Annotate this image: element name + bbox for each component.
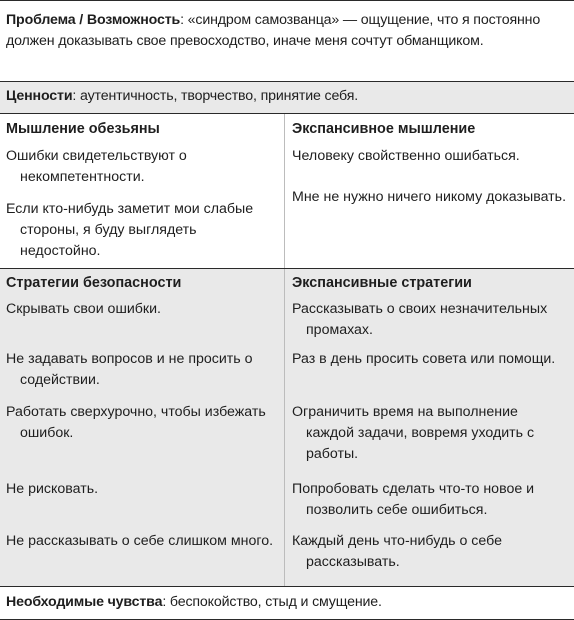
feelings-text: : беспокойство, стыд и смущение.: [162, 594, 382, 610]
problem-label: Проблема / Возможность: [6, 12, 181, 28]
feelings-label: Необходимые чувства: [6, 594, 163, 610]
expansive-mind-item: Мне не нужно ничего никому доказывать.: [292, 189, 567, 205]
safety-strategy-item: Не рисковать.: [6, 481, 99, 497]
monkey-mind-column: [0, 114, 285, 268]
feelings-section: [0, 586, 574, 620]
comparison-grid: [0, 114, 574, 586]
expansive-mind-header: Экспансивное мышление: [292, 121, 476, 137]
safety-strategy-item: Скрывать свои ошибки.: [6, 301, 161, 317]
safety-strategies-column: [0, 269, 285, 586]
safety-strategy-item: Не задавать вопросов и не просить о содействии.: [6, 351, 253, 388]
expansive-strategy-item: Попробовать сделать что-то новое и позволить себе ошибиться.: [292, 481, 535, 518]
monkey-mind-item: Если кто-нибудь заметит мои слабые стороны, я буду выглядеть недостойно.: [6, 201, 254, 259]
safety-strategy-item: Не рассказывать о себе слишком много.: [6, 533, 274, 549]
expansive-strategy-item: Ограничить время на выполнение каждой задачи, вовремя уходить с работы.: [292, 404, 535, 462]
values-text: : аутентичность, творчество, принятие себя.: [72, 88, 359, 104]
expansive-strategies-column: [285, 269, 574, 586]
expansive-strategies-header: Экспансивные стратегии: [292, 275, 472, 291]
monkey-mind-header: Мышление обезьяны: [6, 121, 160, 137]
monkey-mind-item: Ошибки свидетельствуют о некомпетентности.: [6, 148, 187, 185]
expansive-mind-item: Человеку свойственно ошибаться.: [292, 148, 520, 164]
safety-strategies-header: Стратегии безопасности: [6, 275, 182, 291]
safety-strategy-item: Работать сверхурочно, чтобы избежать ошибок.: [6, 404, 266, 441]
expansive-mind-column: [285, 114, 574, 268]
strategies-section: [0, 269, 574, 586]
expansive-strategy-item: Каждый день что-нибудь о себе рассказывать.: [292, 533, 502, 570]
problem-section: [0, 0, 574, 82]
expansive-strategy-item: Раз в день просить совета или помощи.: [292, 351, 556, 367]
values-section: [0, 82, 574, 114]
thinking-section: [0, 114, 574, 269]
problem-text: : «синдром самозванца» — ощущение, что я постоянно должен доказывать свое превосходство, иначе меня сочтут обманщиком.: [6, 12, 541, 49]
values-label: Ценности: [6, 88, 73, 104]
expansive-strategy-item: Рассказывать о своих незначительных промахах.: [292, 301, 548, 338]
